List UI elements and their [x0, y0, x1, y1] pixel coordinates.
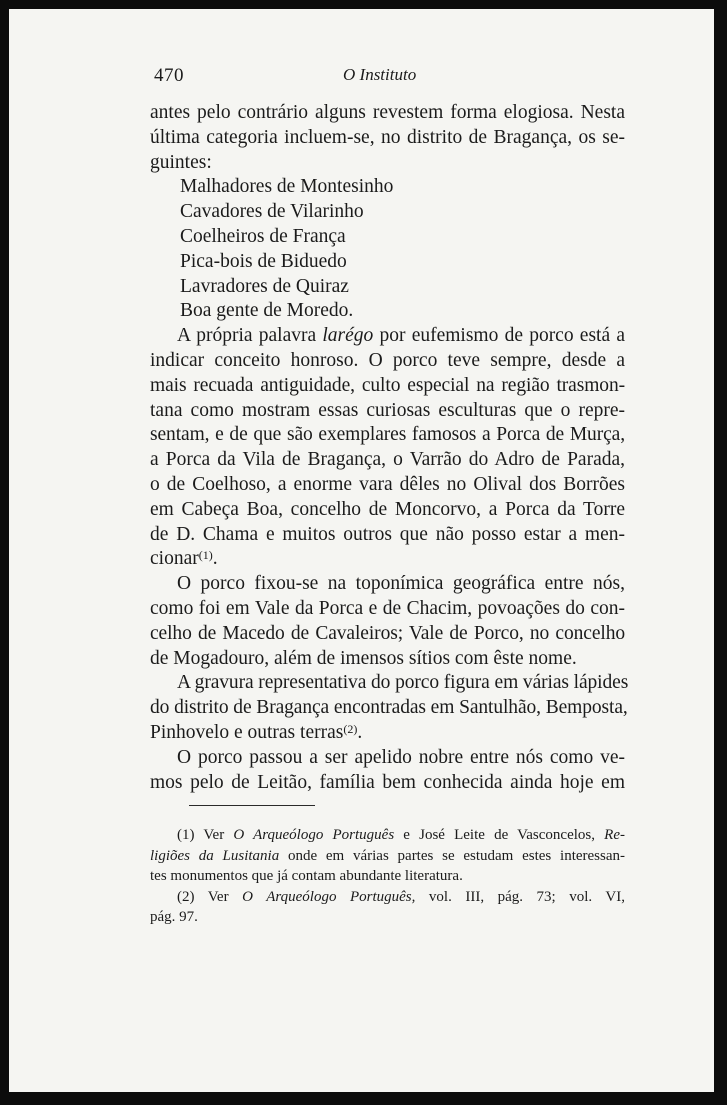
footnote-marker: (1) — [177, 827, 195, 843]
footnote-1: (1) Ver O Arqueólogo Português e José Leite de Vasconcelos, Re- — [177, 827, 625, 843]
list-item: Pica-bois de Biduedo — [180, 250, 347, 272]
text-line: antes pelo contrário alguns revestem forma elogiosa. Nesta — [150, 102, 625, 123]
list-item: Cavadores de Vilarinho — [180, 201, 364, 223]
running-title: O Instituto — [343, 65, 417, 84]
text-line: o de Coelhoso, a enorme vara dêles no Olival dos Borrões — [150, 473, 625, 495]
text-line: Pinhovelo e outras terras$^{(2)}$. — [150, 721, 363, 743]
running-head — [9, 65, 714, 91]
footnote-1-cont: tes monumentos que já contam abundante literatura. — [150, 868, 463, 884]
text-line: guintes: — [150, 151, 212, 173]
footnote-2: (2) Ver O Arqueólogo Português, vol. III, pág. 73; vol. VI, — [177, 888, 625, 905]
list-item: Boa gente de Moredo. — [180, 300, 354, 322]
body-text — [150, 101, 629, 795]
text-line: de Mogadouro, além de imensos sítios com êste nome. — [150, 647, 577, 669]
footnote-ref: (1) — [198, 548, 213, 563]
text-line: sentam, e de que são exemplares famosos a Porca de Murça, — [150, 424, 625, 446]
footnote-2-cont: pág. 97. — [150, 909, 198, 925]
text-line: celho de Macedo de Cavaleiros; Vale de Porco, no concelho — [150, 622, 625, 644]
book-page — [9, 9, 714, 1092]
text-line: tana como mostram essas curiosas esculturas que o repre- — [150, 399, 625, 421]
text-line: A gravura representativa do porco figura em várias lápides — [177, 672, 629, 694]
list-item: Lavradores de Quiraz — [180, 275, 349, 297]
page-number: 470 — [154, 65, 184, 86]
footnotes — [150, 825, 625, 928]
text-line: mais recuada antiguidade, culto especial na região trasmon- — [150, 374, 625, 396]
text-line: de D. Chama e muitos outros que não posso estar a men- — [150, 523, 625, 545]
list-item: Coelheiros de França — [180, 225, 346, 247]
list-item: Malhadores de Montesinho — [180, 176, 394, 198]
text-line: última categoria incluem-se, no distrito de Bragança, os se- — [150, 126, 625, 148]
text-line: cionar$^{(1)}$. — [150, 548, 218, 570]
footnote-1-cont: ligiões da Lusitania onde em várias partes se estudam estes interessan- — [150, 847, 625, 864]
footnote-divider — [189, 805, 315, 806]
text-line: em Cabeça Boa, concelho de Moncorvo, a Porca da Torre — [150, 498, 625, 520]
text-line: indicar conceito honroso. O porco teve sempre, desde a — [150, 349, 625, 371]
text-line: a Porca da Vila de Bragança, o Varrão do Adro de Parada, — [150, 449, 625, 471]
text-line: do distrito de Bragança encontradas em Santulhão, Bemposta, — [150, 697, 628, 719]
text-line: O porco passou a ser apelido nobre entre nós como ve- — [177, 746, 625, 768]
text-line: A própria palavra larégo por eufemismo de porco está a — [177, 325, 625, 347]
italic-word: larégo — [322, 325, 374, 347]
text-line: O porco fixou-se na toponímica geográfica entre nós, — [177, 573, 625, 595]
text-line: mos pelo de Leitão, família bem conhecida ainda hoje em — [150, 771, 625, 793]
footnote-marker: (2) — [177, 888, 195, 905]
footnote-ref: (2) — [343, 721, 358, 736]
text-line: como foi em Vale da Porca e de Chacim, povoações do con- — [150, 597, 625, 619]
